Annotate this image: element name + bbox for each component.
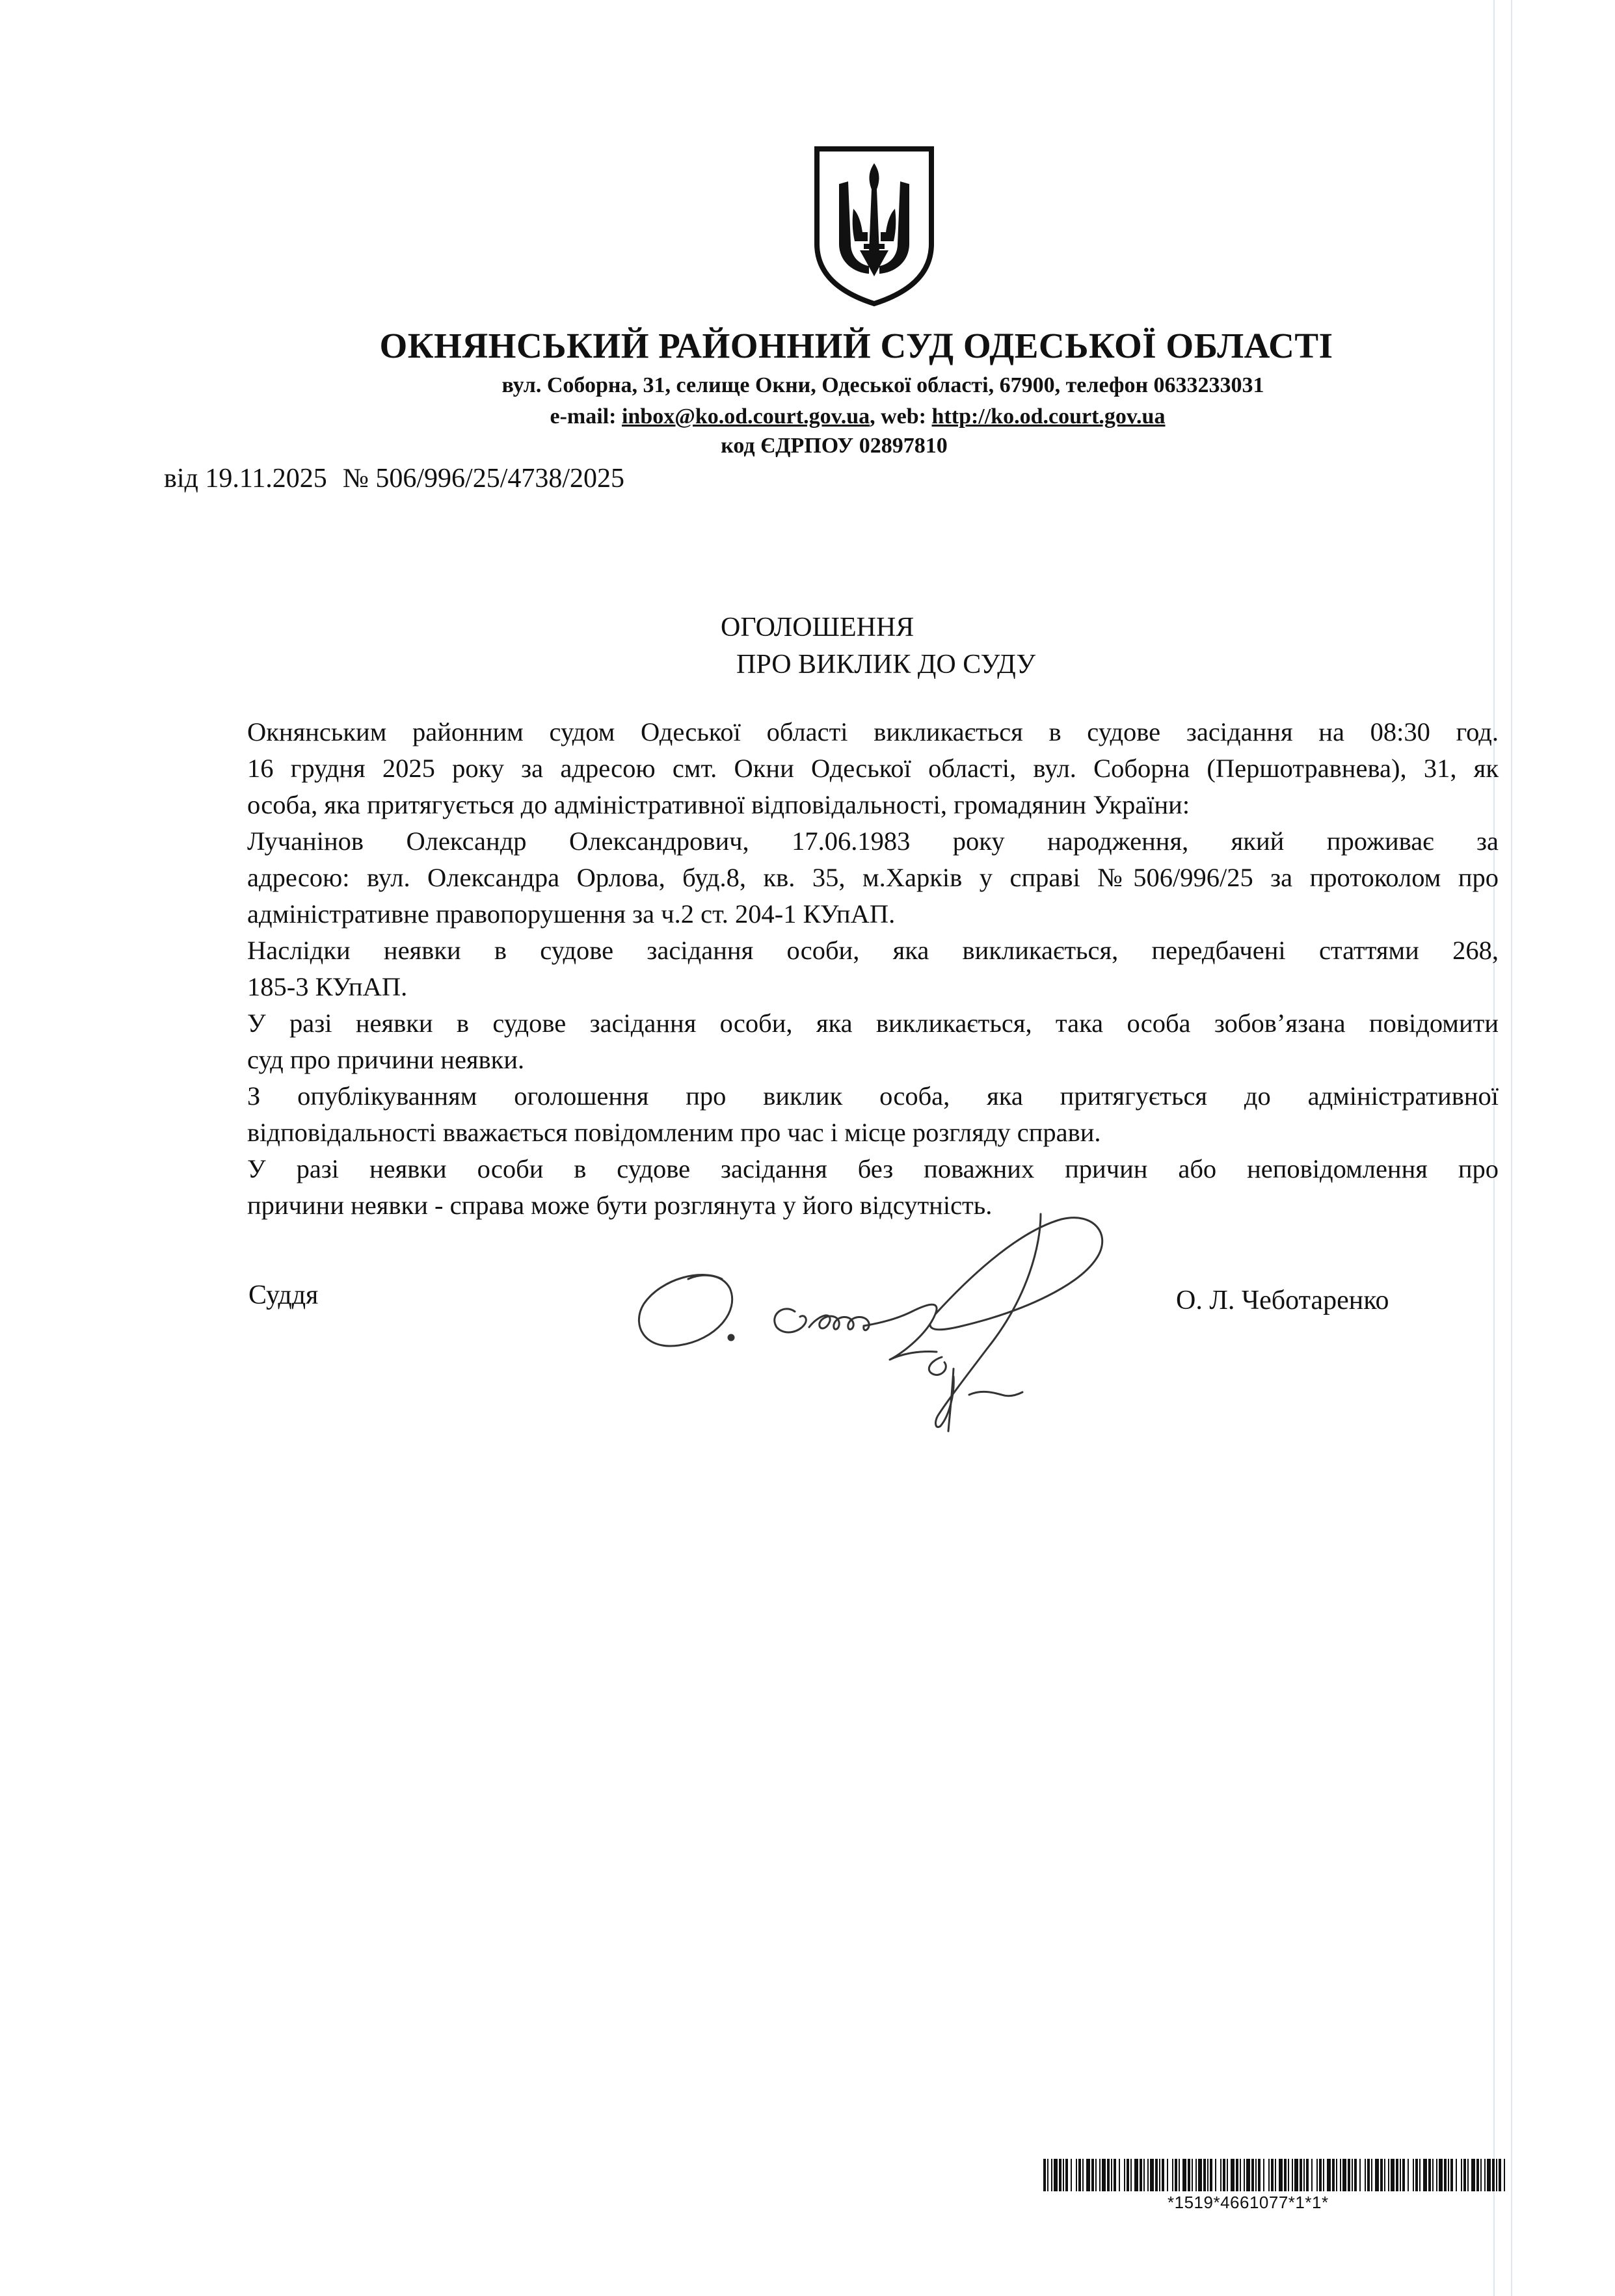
paragraph-notify-obligation (150, 1010, 1499, 1083)
reference-number: № 506/996/25/4738/2025 (342, 464, 625, 494)
document-reference (164, 463, 624, 494)
document-barcode (1043, 2159, 1509, 2191)
text-line: У разі неявки особи в судове засідання без поважних причин або неповідомлення про (247, 1154, 1499, 1183)
text-line: відповідальності вважається повідомленим про час і місце розгляду справи. (247, 1118, 1101, 1147)
email-link[interactable]: inbox@ko.od.court.gov.ua (621, 404, 870, 429)
text-line: 185-3 КУпАП. (247, 972, 408, 1001)
web-label: , web: (870, 404, 927, 429)
paragraph-summons (150, 719, 1499, 828)
court-address (0, 373, 1615, 398)
judge-title: Суддя (248, 1280, 319, 1310)
text-line: У разі неявки в судове засідання особи, яка викликається, така особа зобов’язана повідомити (247, 1009, 1499, 1038)
handwritten-signature (624, 1206, 1184, 1447)
text-line: 16 грудня 2025 року за адресою смт. Окни Одеської області, вул. Соборна (Першотравнева), 31, як (247, 754, 1499, 783)
text-line: адміністративне правопорушення за ч.2 ст. 204-1 КУпАП. (247, 899, 896, 929)
web-link[interactable]: http://ko.od.court.gov.ua (931, 404, 1166, 429)
text-line: Окнянським районним судом Одеської області викликається в судове засідання на 08:30 год. (247, 717, 1499, 746)
announcement-body (150, 719, 1499, 1252)
text-line: причини неявки - справа може бути розглянута у його відсутність. (247, 1191, 993, 1220)
court-contacts (0, 404, 1615, 429)
text-line: адресою: вул. Олександра Орлова, буд.8, кв. 35, м.Харків у справі №506/996/25 за протоколом про (247, 863, 1499, 892)
paragraph-consequences (150, 938, 1499, 1010)
announcement-title: ОГОЛОШЕННЯ (721, 613, 914, 642)
judge-name: О. Л. Чеботаренко (1176, 1286, 1389, 1315)
barcode-text: *1519*4661077*1*1* (1168, 2193, 1329, 2212)
ukraine-coat-of-arms-icon (813, 146, 935, 306)
text-line: Наслідки неявки в судове засідання особи, яка викликається, передбачені статтями 268, (247, 936, 1499, 965)
text-line: З опублікуванням оголошення про виклик особа, яка притягується до адміністративної (247, 1081, 1499, 1111)
court-name: ОКНЯНСЬКИЙ РАЙОННИЙ СУД ОДЕСЬКОЇ ОБЛАСТІ (379, 326, 1333, 365)
court-edrpou (0, 434, 1615, 458)
reference-date: від 19.11.2025 (164, 464, 327, 494)
email-label: e-mail: (550, 404, 617, 429)
edrpou-code: код ЄДРПОУ 02897810 (721, 434, 948, 458)
paragraph-publication (150, 1083, 1499, 1156)
address-line: вул. Соборна, 31, селище Окни, Одеської області, 67900, телефон 0633233031 (501, 373, 1264, 397)
text-line: особа, яка притягується до адміністративної відповідальності, громадянин України: (247, 790, 1190, 819)
paragraph-person (150, 828, 1499, 938)
text-line: Лучанінов Олександр Олександрович, 17.06.1983 року народження, який проживає за (247, 826, 1499, 856)
announcement-subtitle: ПРО ВИКЛИК ДО СУДУ (736, 650, 1036, 680)
text-line: суд про причини неявки. (247, 1045, 525, 1074)
